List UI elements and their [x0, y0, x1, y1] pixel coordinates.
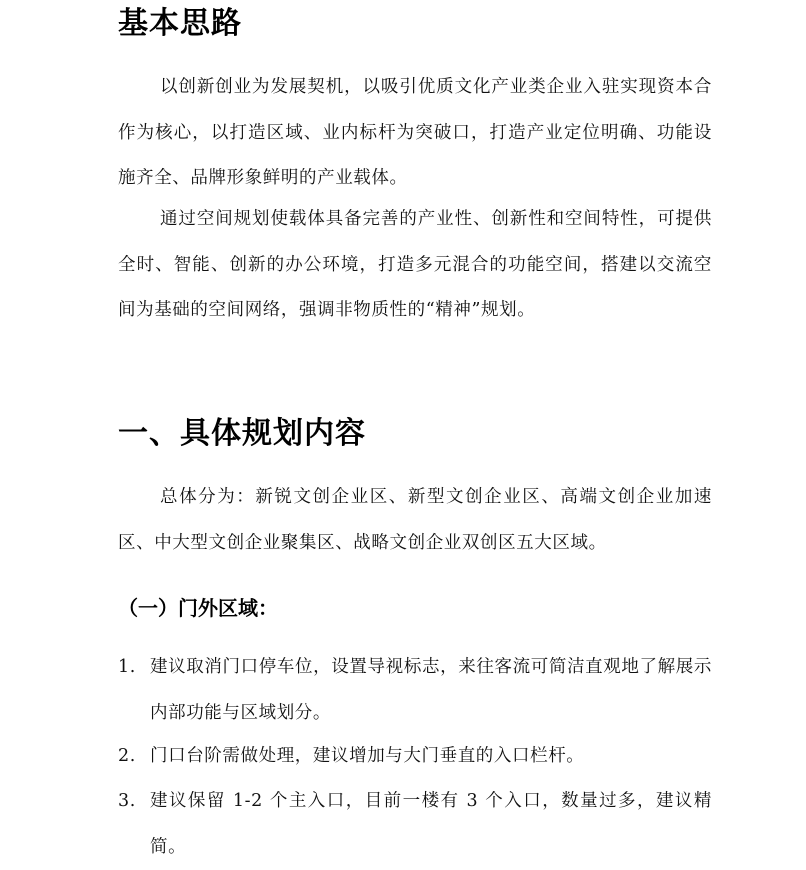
- list-item-text: 建议保留 1-2 个主入口，目前一楼有 3 个入口，数量过多，建议精简。: [150, 791, 712, 857]
- list-item-number: 2.: [118, 746, 136, 766]
- list-item: [118, 734, 712, 780]
- intro-heading: 基本思路: [118, 6, 242, 41]
- list-item: [118, 645, 712, 736]
- plan-heading: 一、具体规划内容: [118, 416, 366, 451]
- list-item-number: 3.: [118, 791, 136, 811]
- list-item-number: 1.: [118, 657, 136, 677]
- intro-paragraph-1: 以创新创业为发展契机，以吸引优质文化产业类企业入驻实现资本合作为核心，以打造区域、业内标杆为突破口，打造产业定位明确、功能设施齐全、品牌形象鲜明的产业载体。: [118, 77, 712, 188]
- sub-heading: （一）门外区域：: [118, 596, 278, 620]
- list-item-text: 门口台阶需做处理，建议增加与大门垂直的入口栏杆。: [150, 746, 585, 766]
- list-item: [118, 779, 712, 870]
- plan-paragraph: 总体分为：新锐文创企业区、新型文创企业区、高端文创企业加速区、中大型文创企业聚集区、战略文创企业双创区五大区域。: [118, 487, 712, 553]
- list-item-text: 建议取消门口停车位，设置导视标志，来往客流可简洁直观地了解展示内部功能与区域划分。: [150, 657, 712, 723]
- intro-paragraph-2: 通过空间规划使载体具备完善的产业性、创新性和空间特性，可提供全时、智能、创新的办公环境，打造多元混合的功能空间，搭建以交流空间为基础的空间网络，强调非物质性的“精神”规划。: [118, 209, 712, 320]
